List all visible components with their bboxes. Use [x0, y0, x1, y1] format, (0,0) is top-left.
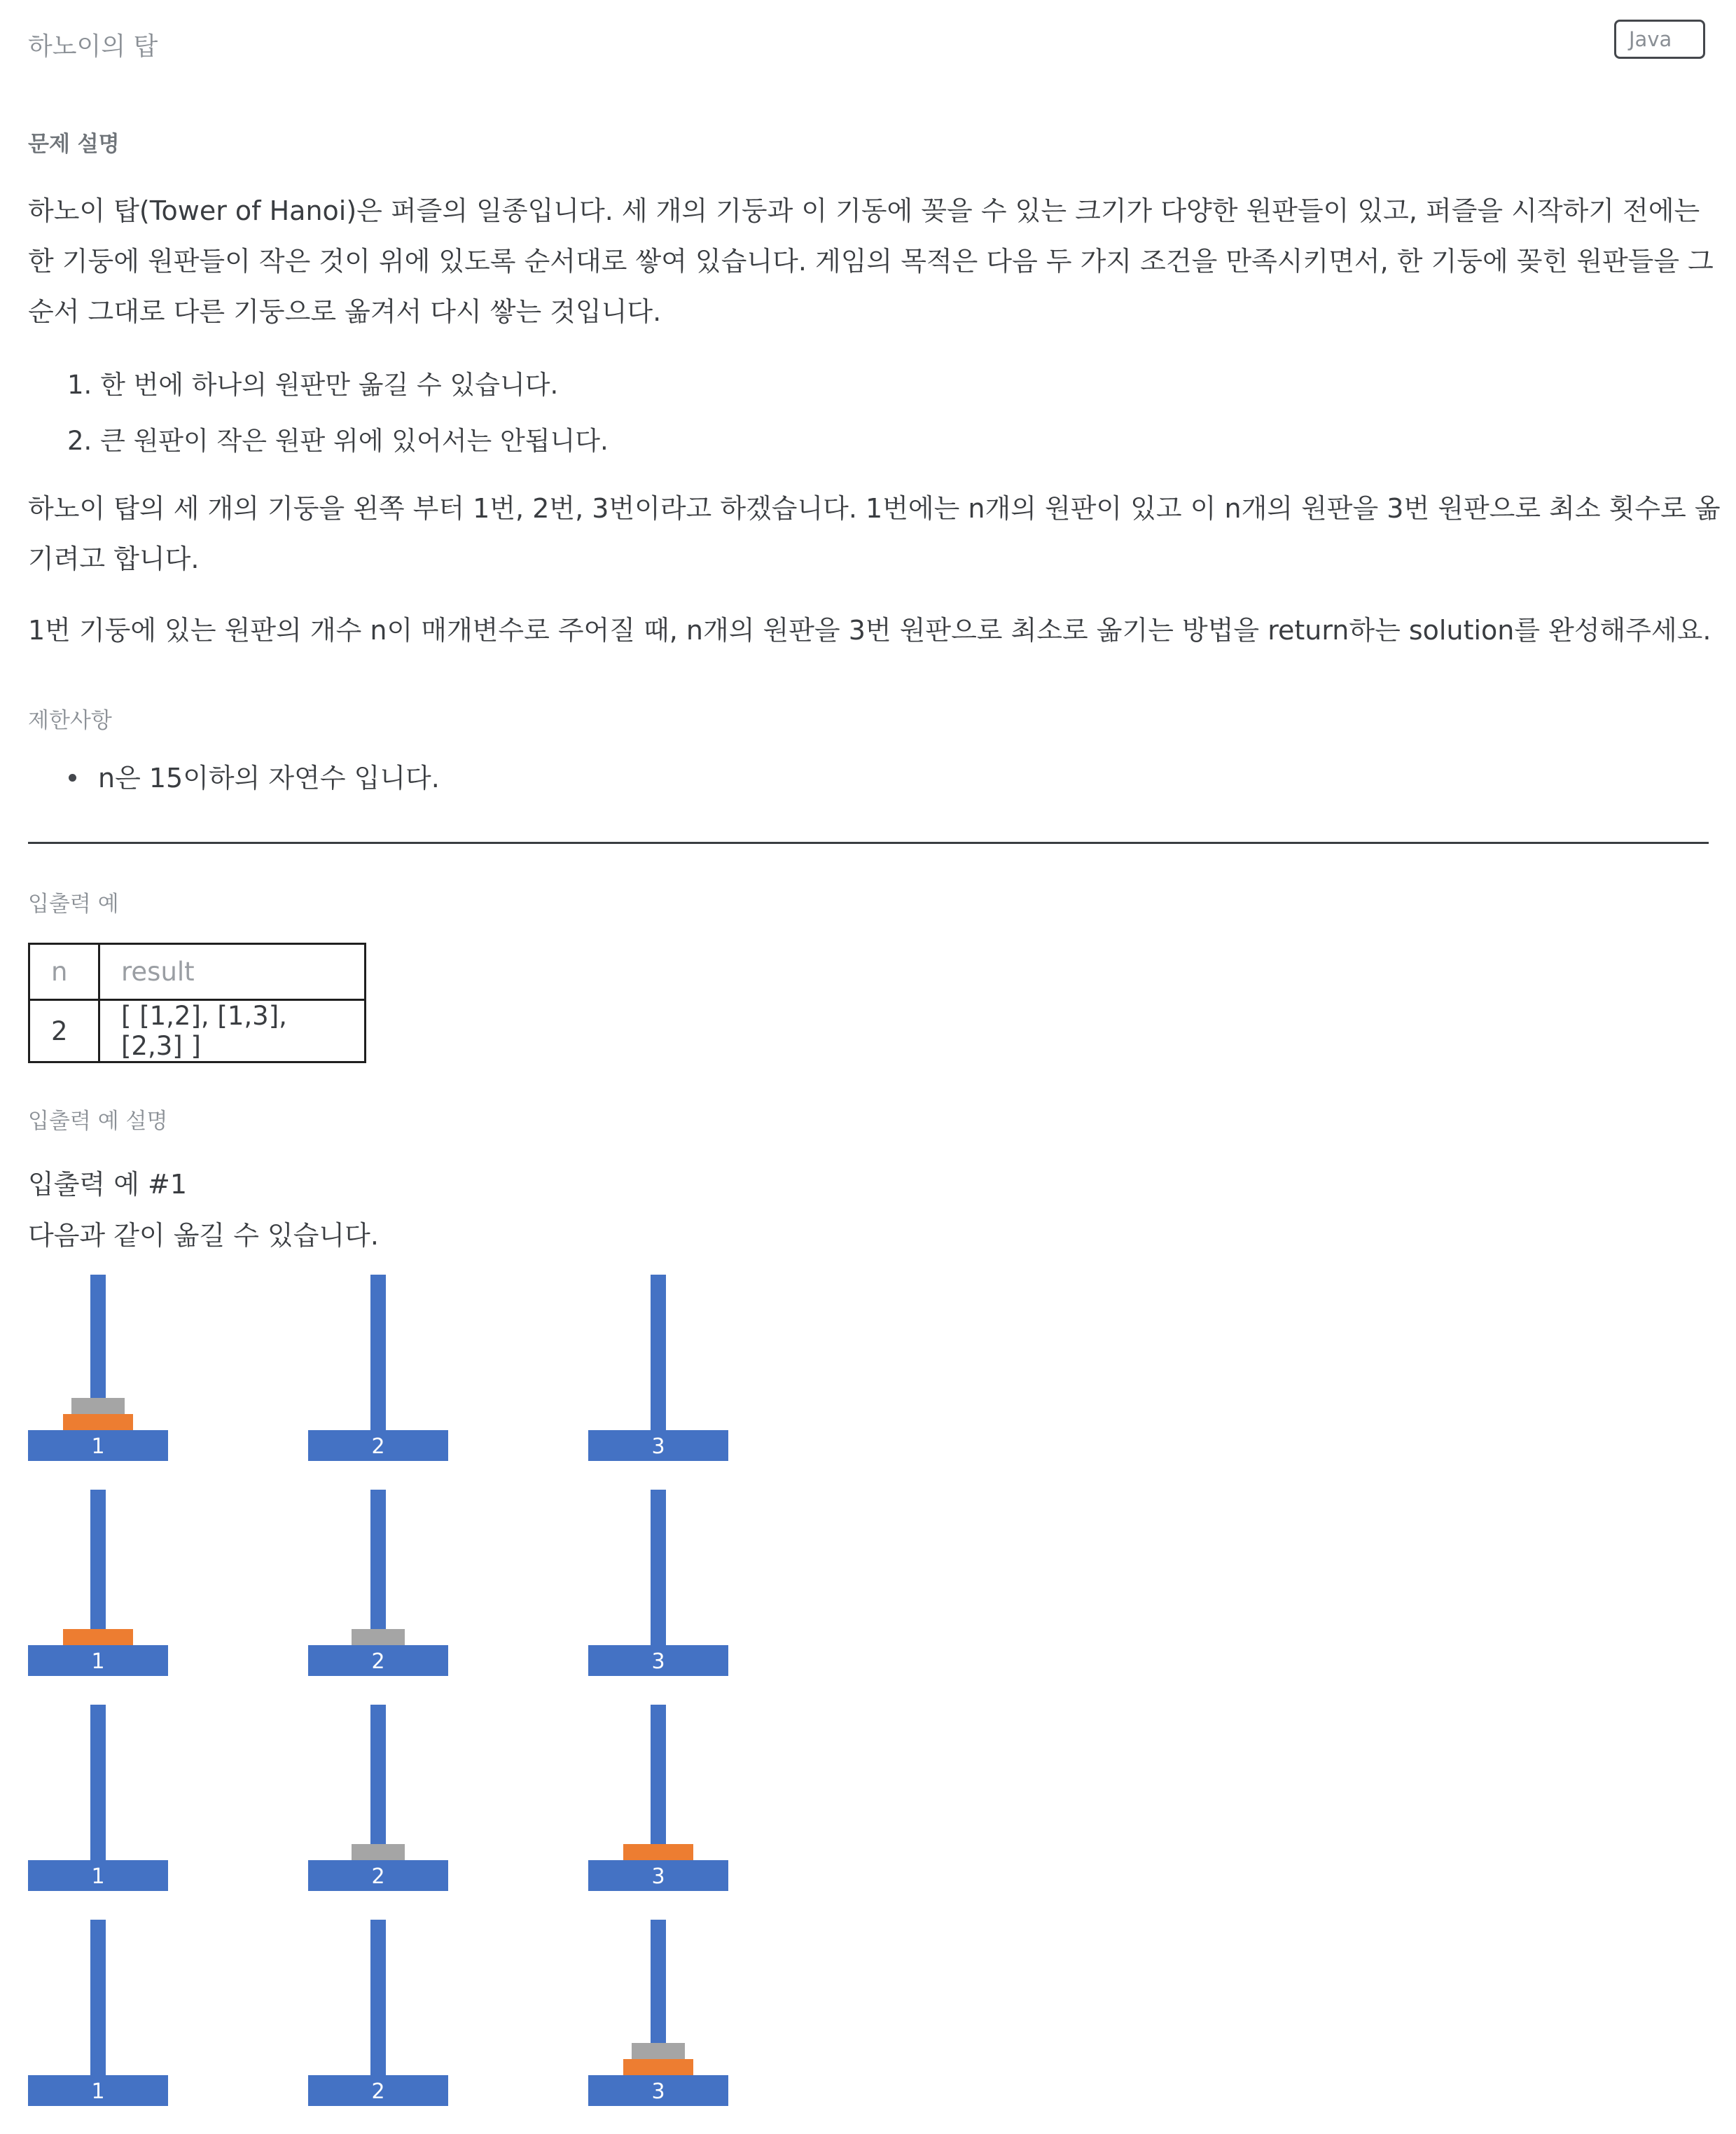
io-example-heading: 입출력 예: [28, 892, 119, 917]
peg-label: 1: [91, 1864, 105, 1889]
peg-stem: [370, 1490, 386, 1645]
peg-stem: [651, 1490, 666, 1645]
io-explanation-heading: 입출력 예 설명: [28, 1109, 168, 1134]
page-title: 하노이의 탑: [28, 32, 158, 61]
problem-intro: [28, 186, 1723, 337]
cell-result: [ [1,2], [1,3], [2,3] ]: [99, 1000, 366, 1062]
peg-stem: [90, 1490, 106, 1645]
peg-label: 3: [651, 1434, 665, 1459]
large-disk: [623, 1844, 693, 1860]
peg-label: 3: [651, 1864, 665, 1889]
peg-label: 2: [371, 1649, 385, 1674]
peg-label: 3: [651, 1649, 665, 1674]
large-disk: [63, 1414, 133, 1430]
bullet-dot: [69, 774, 76, 782]
peg-label: 1: [91, 1649, 105, 1674]
divider: [28, 842, 1709, 844]
small-disk: [71, 1398, 125, 1414]
peg-stem: [651, 1705, 666, 1860]
peg-label: 2: [371, 1434, 385, 1459]
small-disk: [632, 2043, 685, 2059]
table-row: [29, 1000, 366, 1062]
large-disk: [63, 1629, 133, 1645]
example-text: 다음과 같이 옮길 수 있습니다.: [28, 1220, 379, 1251]
problem-return: [28, 605, 1723, 656]
small-disk: [352, 1629, 405, 1645]
peg-label: 1: [91, 2079, 105, 2104]
peg-stem: [370, 1920, 386, 2075]
task-line: 하노이 탑의 세 개의 기둥을 왼쪽 부터 1번, 2번, 3번이라고 하겠습니다. 1번에는 n개의 원판이 있고 이 n개의 원판을 3번 원판으로 최소 횟수로 옮: [28, 493, 1721, 524]
peg-stem: [90, 1705, 106, 1860]
peg-label: 2: [371, 2079, 385, 2104]
peg-label: 3: [651, 2079, 665, 2104]
task-line: 기려고 합니다.: [28, 543, 200, 574]
return-line: 1번 기둥에 있는 원판의 개수 n이 매개변수로 주어질 때, n개의 원판을 3번 원판으로 최소로 옮기는 방법을 return하는 solution를 완성해주세요.: [28, 615, 1711, 646]
intro-line: 하노이 탑(Tower of Hanoi)은 퍼즐의 일종입니다. 세 개의 기둥과 이 기동에 꽂을 수 있는 크기가 다양한 원판들이 있고, 퍼즐을 시작하기 전에는: [28, 195, 1700, 226]
table-header-row: [29, 944, 366, 1000]
example-title: 입출력 예 #1: [28, 1169, 188, 1200]
peg-stem: [651, 1275, 666, 1430]
problem-heading: 문제 설명: [28, 132, 120, 157]
peg-stem: [90, 1920, 106, 2075]
peg-stem: [370, 1275, 386, 1430]
rule-item: 1. 한 번에 하나의 원판만 옮길 수 있습니다.: [67, 370, 559, 400]
cell-n: 2: [29, 1000, 99, 1062]
intro-line: 한 기둥에 원판들이 작은 것이 위에 있도록 순서대로 쌓여 있습니다. 게임의 목적은 다음 두 가지 조건을 만족시키면서, 한 기둥에 꽂힌 원판들을 그: [28, 246, 1714, 277]
rule-item: 2. 큰 원판이 작은 원판 위에 있어서는 안됩니다.: [67, 426, 609, 456]
peg-label: 1: [91, 1434, 105, 1459]
constraint-item: n은 15이하의 자연수 입니다.: [98, 763, 440, 794]
constraints-heading: 제한사항: [28, 708, 112, 733]
peg-stem: [370, 1705, 386, 1860]
large-disk: [623, 2059, 693, 2075]
small-disk: [352, 1844, 405, 1860]
problem-task: [28, 483, 1723, 584]
peg-label: 2: [371, 1864, 385, 1889]
language-button[interactable]: Java: [1614, 20, 1705, 59]
intro-line: 순서 그대로 다른 기둥으로 옮겨서 다시 쌓는 것입니다.: [28, 296, 662, 327]
io-example-table: [28, 943, 366, 1063]
column-header-n: n: [29, 944, 99, 1000]
column-header-result: result: [99, 944, 366, 1000]
rules-list: [67, 363, 609, 475]
hanoi-moves-figure: [0, 1261, 770, 2134]
